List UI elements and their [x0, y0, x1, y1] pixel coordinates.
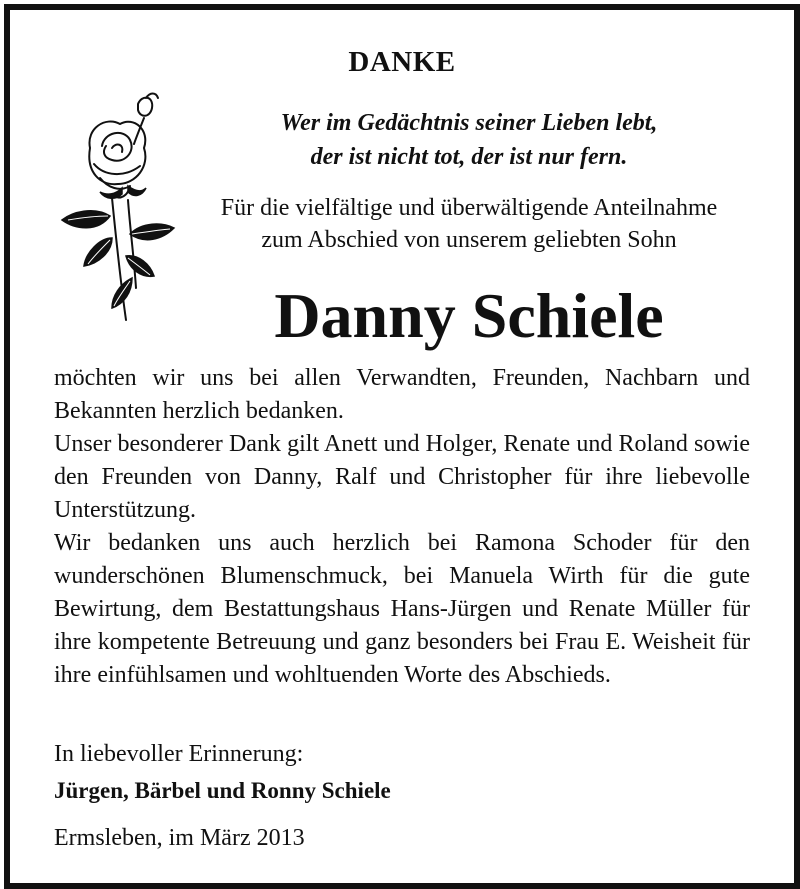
rose-icon — [50, 88, 180, 328]
intro-text — [180, 192, 758, 256]
quote-line: Wer im Gedächtnis seiner Lieben lebt, — [280, 110, 658, 136]
thanks-body — [54, 362, 750, 692]
deceased-name: Danny Schiele — [274, 280, 664, 351]
intro-line: zum Abschied von unserem geliebten Sohn — [261, 227, 677, 253]
body-paragraph: möchten wir uns bei allen Verwandten, Freunden, Nachbarn und Bekannten herzlich bedanken. — [54, 365, 750, 424]
closing-line: In liebevoller Erinnerung: — [54, 741, 304, 767]
intro-line: Für die vielfältige und überwältigende Anteilnahme — [220, 195, 718, 221]
place-date: Ermsleben, im März 2013 — [54, 825, 305, 851]
body-paragraph: Unser besonderer Dank gilt Anett und Holger, Renate und Roland sowie den Freunden von Danny, Ralf und Christopher für ihre liebevolle Unterstützung. — [54, 431, 750, 523]
notice-title: DANKE — [348, 46, 456, 78]
notice-frame — [4, 4, 800, 889]
quote-line: der ist nicht tot, der ist nur fern. — [310, 144, 628, 170]
body-paragraph: Wir bedanken uns auch herzlich bei Ramona Schoder für den wunderschönen Blumenschmuck, bei Manuela Wirth für die gute Bewirtung, dem Bestattungshaus Hans-Jürgen und Renate Müller für ihre kompetente Betreuung und ganz besonders bei Frau E. Weisheit für ihre einfühlsamen und wohltuenden Worte des Abschieds. — [54, 530, 750, 688]
signers: Jürgen, Bärbel und Ronny Schiele — [54, 778, 391, 803]
memorial-quote — [180, 106, 758, 174]
